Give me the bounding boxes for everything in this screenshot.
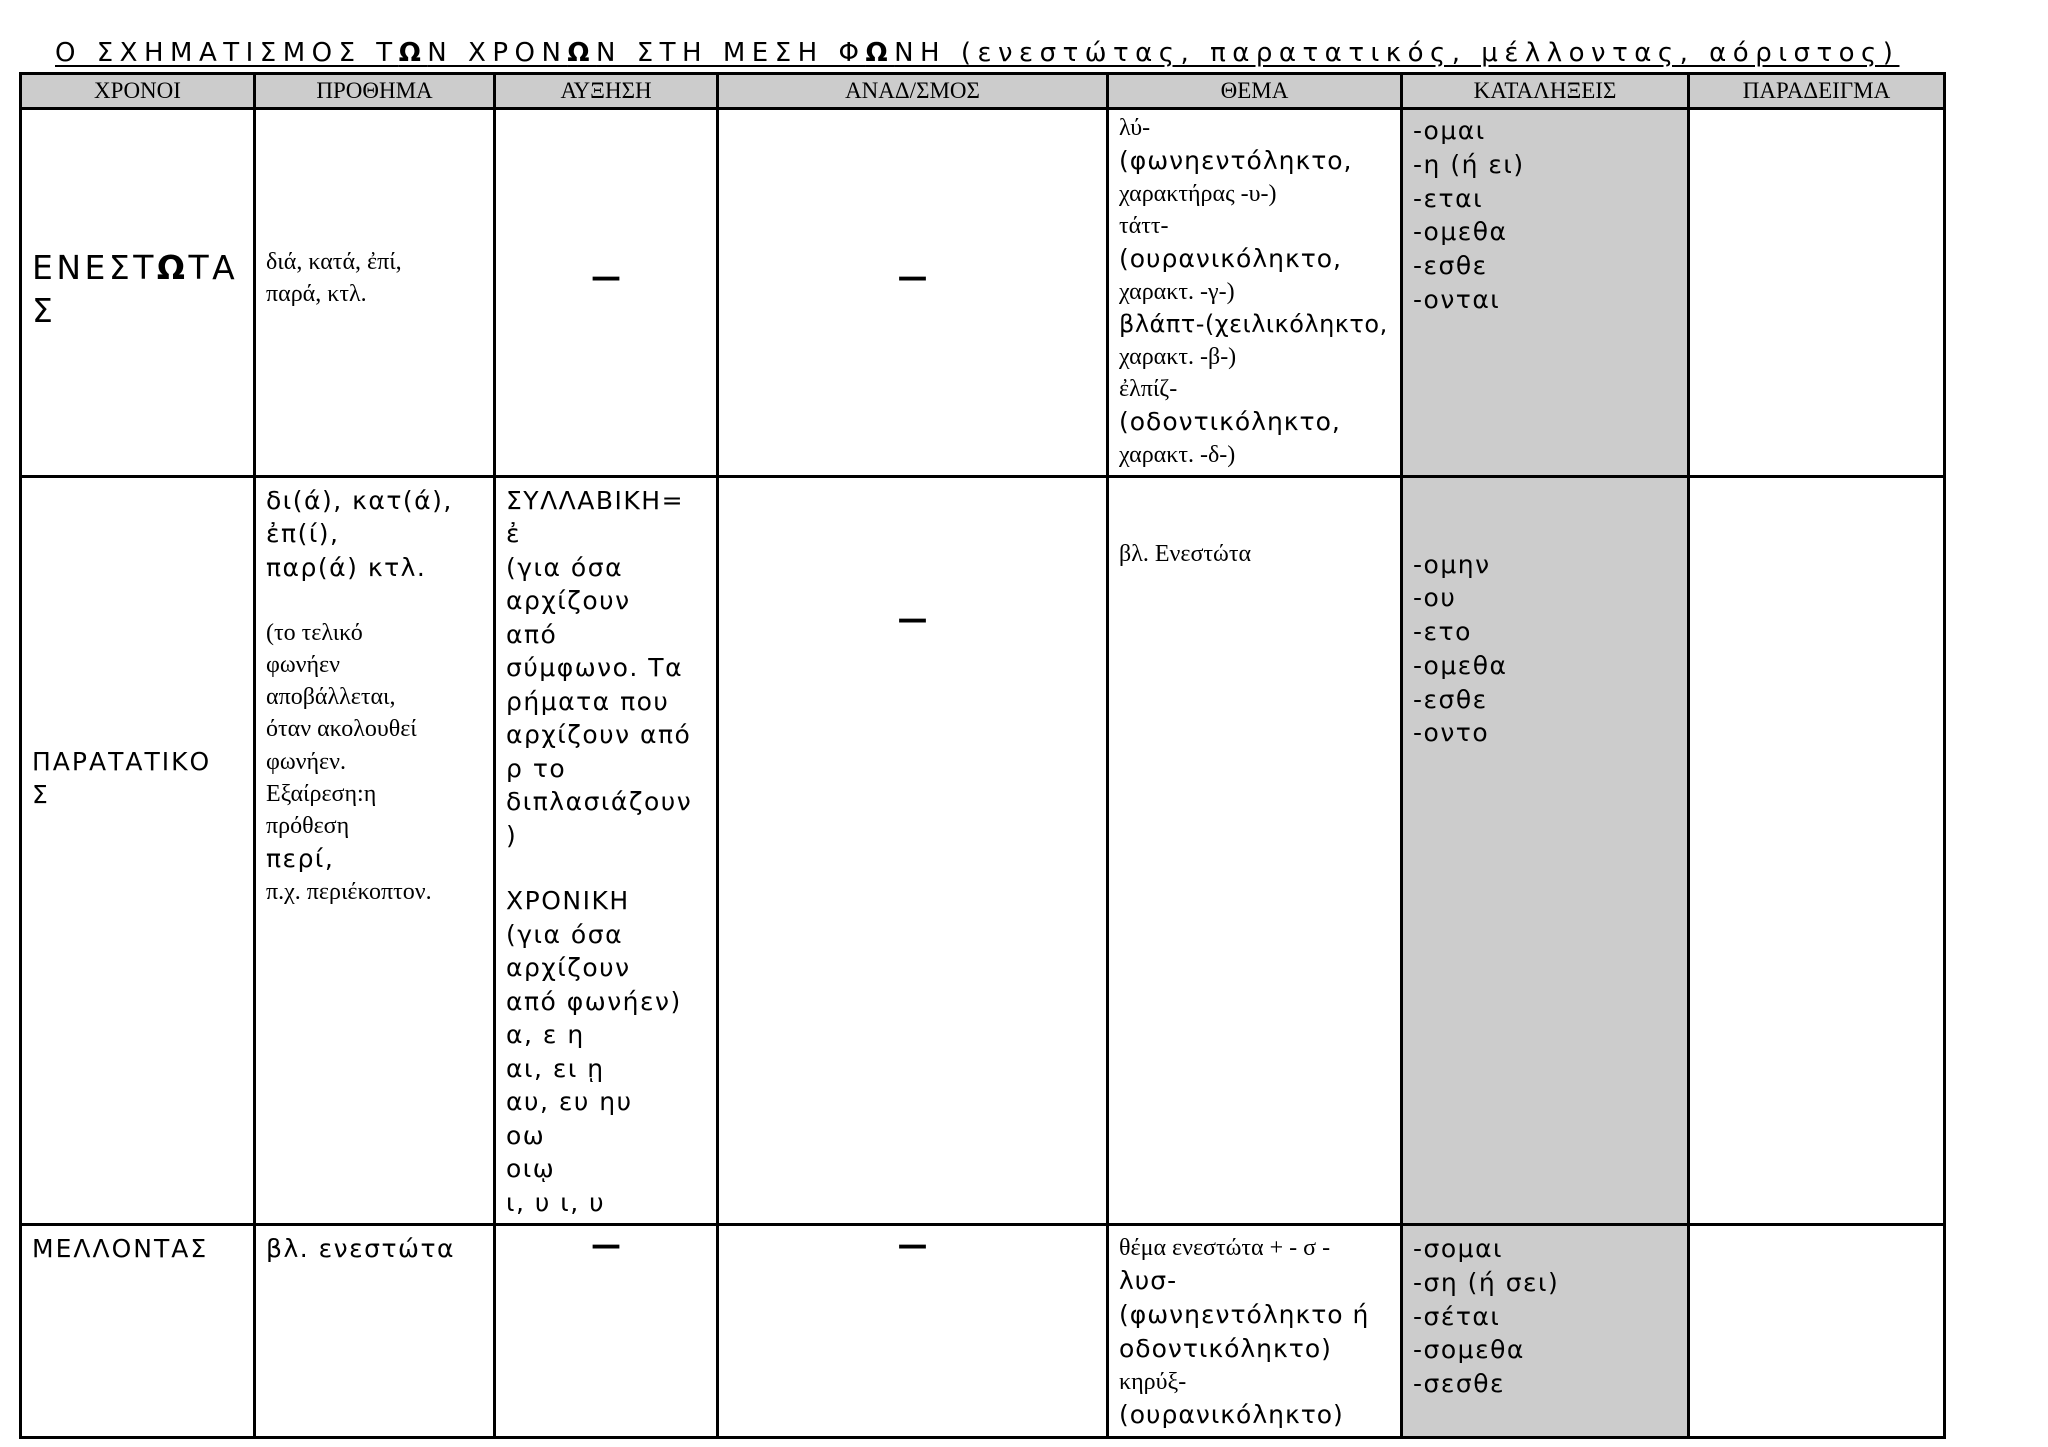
augment-cell-imperfect: ΣΥΛΛΑΒΙΚΗ= ἐ (για όσα αρχίζουν από σύμφωνο. Τα ρήματα που αρχίζουν από ρ το διπλασιάζουν ) ΧΡΟΝΙΚΗ (για όσα αρχίζουν από φωνήεν) α, ε η αι, ει ῃ αυ, ευ ηυ οω οιῳ ι, υ ι, υ: [495, 476, 718, 1225]
ending-item: -ομεθα: [1413, 217, 1508, 247]
ending-item: -ομαι: [1413, 116, 1486, 145]
ending-item: -σομαι: [1413, 1234, 1504, 1264]
endings-cell-present: [1402, 109, 1689, 477]
example-cell-imperfect: [1689, 476, 1945, 1225]
augment-cell-present: —: [495, 109, 718, 477]
prefix-cell-future: βλ. ενεστώτα: [255, 1225, 495, 1437]
ending-item: -ση (ή σει): [1413, 1267, 1560, 1297]
reduplication-cell-present: —: [718, 109, 1108, 477]
ending-item: -η (ή ει): [1413, 149, 1525, 179]
ending-item: -οντο: [1413, 718, 1490, 748]
tense-cell-future: ΜΕΛΛΟΝΤΑΣ: [21, 1225, 255, 1437]
stem-cell-imperfect: βλ. Ενεστώτα: [1108, 476, 1402, 1225]
ending-item: -σέται: [1413, 1301, 1501, 1331]
header-tenses: ΧΡΟΝΟΙ: [21, 74, 255, 109]
header-reduplication: ΑΝΑΔ/ΣΜΟΣ: [718, 74, 1108, 109]
reduplication-cell-imperfect: —: [718, 476, 1108, 1225]
augment-cell-future: —: [495, 1225, 718, 1437]
ending-item: -ονται: [1413, 284, 1501, 314]
header-stem: ΘΕΜΑ: [1108, 74, 1402, 109]
ending-item: -εται: [1413, 183, 1484, 213]
header-endings: ΚΑΤΑΛΗΞΕΙΣ: [1402, 74, 1689, 109]
header-row: [21, 74, 1945, 109]
page-title: Ο ΣΧΗΜΑΤΙΣΜΟΣ ΤΩΝ ΧΡΟΝΩΝ ΣΤΗ ΜΕΣΗ ΦΩΝΗ (ενεστώτας, παρατατικός, μέλλοντας, αόριστος): [55, 38, 1900, 68]
tense-cell-imperfect: ΠΑΡΑΤΑΤΙΚΟ Σ: [21, 476, 255, 1225]
example-cell-present: [1689, 109, 1945, 477]
prefix-cell-imperfect: δι(ά), κατ(ά), ἐπ(ί), παρ(ά) κτλ. (το τελικό φωνήεν αποβάλλεται, όταν ακολουθεί φωνήεν. Εξαίρεση:η πρόθεση περί, π.χ. περιέκοπτον.: [255, 476, 495, 1225]
prefix-cell-present: διά, κατά, ἐπί, παρά, κτλ.: [255, 109, 495, 477]
table-row-imperfect: [21, 476, 1945, 1225]
stem-cell-present: λύ- (φωνηεντόληκτο, χαρακτήρας -υ-) τάττ- (ουρανικόληκτο, χαρακτ. -γ-) βλάπτ-(χειλικόληκτο, χαρακτ. -β-) ἐλπίζ- (οδοντικόληκτο, χαρακτ. -δ-): [1108, 109, 1402, 477]
ending-item: -σομεθα: [1413, 1335, 1525, 1365]
ending-item: -ετο: [1413, 617, 1472, 647]
table-row-present: [21, 109, 1945, 477]
ending-item: -εσθε: [1413, 251, 1488, 280]
ending-item: -ομεθα: [1413, 650, 1508, 680]
header-prefix: ΠΡΟΘΗΜΑ: [255, 74, 495, 109]
reduplication-cell-future: —: [718, 1225, 1108, 1437]
endings-cell-future: [1402, 1225, 1689, 1437]
table-row-future: [21, 1225, 1945, 1437]
ending-item: -ου: [1413, 583, 1457, 613]
tense-cell-present: ΕΝΕΣΤΩΤΑ Σ: [21, 109, 255, 477]
ending-item: -ομην: [1413, 549, 1491, 579]
ending-item: -εσθε: [1413, 684, 1488, 714]
endings-cell-imperfect: [1402, 476, 1689, 1225]
example-cell-future: [1689, 1225, 1945, 1437]
ending-item: -σεσθε: [1413, 1369, 1506, 1399]
tense-formation-table: [19, 72, 1946, 1439]
stem-cell-future: θέμα ενεστώτα + - σ - λυσ- (φωνηεντόληκτο ή οδοντικόληκτο) κηρύξ- (ουρανικόληκτο): [1108, 1225, 1402, 1437]
header-example: ΠΑΡΑΔΕΙΓΜΑ: [1689, 74, 1945, 109]
header-augment: ΑΥΞΗΣΗ: [495, 74, 718, 109]
